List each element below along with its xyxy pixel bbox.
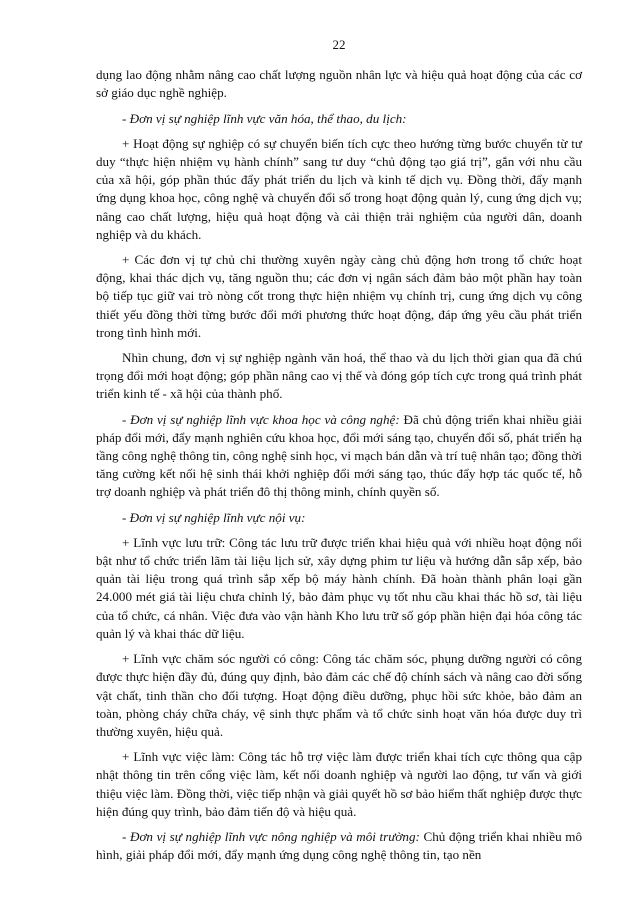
paragraph-text: Chủ động triển khai nhiều mô hình, giải pháp đổi mới, đẩy mạnh ứng dụng công nghệ thông tin, tạo nền [96,828,582,863]
paragraph-text: Đã chủ động triển khai nhiều giải pháp đổi mới, đẩy mạnh nghiên cứu khoa học, đổi mới sáng tạo, chuyển đổi số, phát triển hạ tầng công nghệ thông tin, công nghệ sinh học, vi mạch bán dẫn và trí tuệ nhân tạo; đồng thời tăng cường kết nối hệ sinh thái khởi nghiệp đổi mới sáng tạo, thúc đẩy hợp tác quốc tế, hỗ trợ doanh nghiệp và phát triển đô thị thông minh, chính quyền số. [96,411,582,500]
paragraph-text: + Các đơn vị tự chủ chi thường xuyên ngày càng chủ động hơn trong tổ chức hoạt động, khai thác dịch vụ, tăng nguồn thu; các đơn vị ngân sách đảm bảo một phần hay toàn bộ tiếp tục giữ vai trò nòng cốt trong thực hiện nhiệm vụ chính trị, cung ứng dịch vụ công thiết yếu đồng thời từng bước đổi mới phương thức hoạt động, đáp ứng yêu cầu phát triển trong tình hình mới. [96,252,582,340]
paragraph [96,828,582,864]
page-number: 22 [332,37,346,52]
paragraph [96,748,582,821]
section-heading [96,509,582,527]
paragraph [96,66,582,102]
paragraph-text: + Lĩnh vực chăm sóc người có công: Công tác chăm sóc, phụng dưỡng người có công được thực hiện đầy đủ, đúng quy định, bảo đảm các chế độ chính sách và nâng cao đời sống vật chất, tinh thần cho đối tượng. Hoạt động điều dưỡng, phục hồi sức khỏe, bảo đảm an toàn, phòng cháy chữa cháy, vệ sinh thực phẩm và tổ chức sinh hoạt văn hóa được duy trì thường xuyên, hiệu quả. [96,651,582,739]
paragraph [96,650,582,741]
paragraph [96,135,582,244]
paragraph-text: dụng lao động nhằm nâng cao chất lượng nguồn nhân lực và hiệu quả hoạt động của các cơ sở giáo dục nghề nghiệp. [96,67,582,101]
section-heading-text: - Đơn vị sự nghiệp lĩnh vực nông nghiệp và môi trường: [122,828,420,844]
paragraph [96,349,582,404]
section-heading-text: - Đơn vị sự nghiệp lĩnh vực khoa học và công nghệ: [122,411,400,427]
paragraph-text: + Lĩnh vực việc làm: Công tác hỗ trợ việc làm được triển khai tích cực thông qua cập nhật thông tin trên cổng việc làm, kết nối doanh nghiệp và người lao động, tư vấn và giới thiệu việc làm. Đồng thời, việc tiếp nhận và giải quyết hồ sơ bảo hiểm thất nghiệp được thực hiện đúng quy trình, bảo đảm tiến độ và hiệu quả. [96,749,582,819]
paragraph-text: + Lĩnh vực lưu trữ: Công tác lưu trữ được triển khai hiệu quả với nhiều hoạt động nổi bật như tổ chức triển lãm tài liệu lịch sử, xây dựng phim tư liệu và hướng dẫn sắp xếp, bảo quản tài liệu trong quá trình sắp xếp bộ máy hành chính. Đã hoàn thành phân loại gần 24.000 mét giá tài liệu chưa chỉnh lý, bảo đảm phục vụ tốt nhu cầu khai thác hồ sơ, tài liệu của tổ chức, cá nhân. Việc đưa vào vận hành Kho lưu trữ số góp phần hiện đại hóa công tác quản lý và khai thác dữ liệu. [96,534,582,641]
paragraph [96,251,582,342]
section-heading [96,110,582,128]
section-heading-text: - Đơn vị sự nghiệp lĩnh vực nội vụ: [122,509,306,525]
paragraph-text: + Hoạt động sự nghiệp có sự chuyển biến tích cực theo hướng từng bước chuyển từ tư duy “thực hiện nhiệm vụ hành chính” sang tư duy “chủ động tạo giá trị”, gắn với nhu cầu của xã hội, góp phần thúc đẩy phát triển du lịch và kinh tế dịch vụ. Đồng thời, đẩy mạnh ứng dụng khoa học, công nghệ và chuyển đổi số trong hoạt động quản lý, cung ứng dịch vụ; nâng cao chất lượng, hiệu quả hoạt động và cải thiện trải nghiệm của người dân, doanh nghiệp và du khách. [96,135,582,242]
section-heading-text: - Đơn vị sự nghiệp lĩnh vực văn hóa, thể thao, du lịch: [122,110,407,126]
paragraph [96,411,582,502]
paragraph [96,534,582,643]
paragraph-text: Nhìn chung, đơn vị sự nghiệp ngành văn hoá, thể thao và du lịch thời gian qua đã chú trọng đổi mới hoạt động; góp phần nâng cao vị thế và đóng góp tích cực trong quá trình phát triển kinh tế - xã hội của thành phố. [96,350,582,402]
